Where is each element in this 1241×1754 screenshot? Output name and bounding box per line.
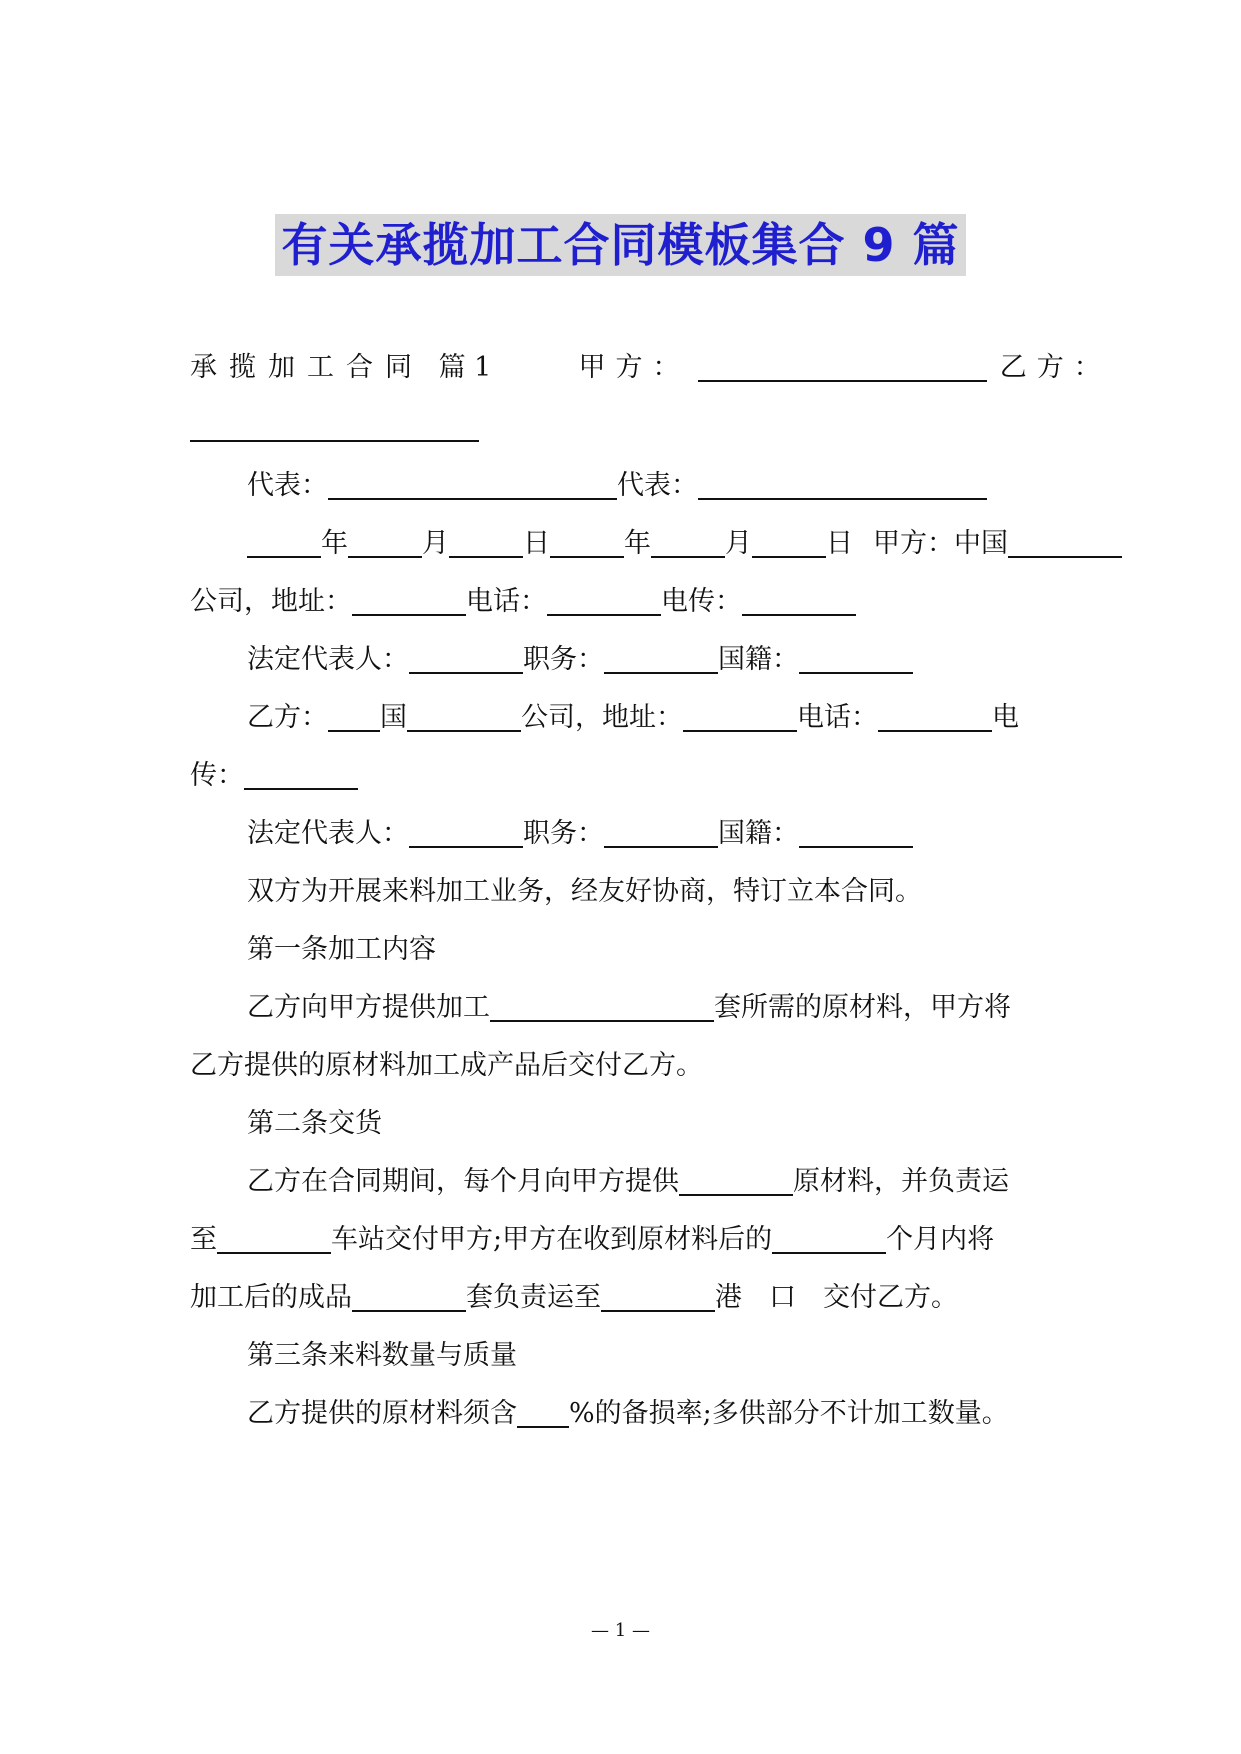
blank [601,1282,715,1312]
article3-title: 第三条来料数量与质量 [247,1340,517,1371]
blank [799,818,913,848]
legal-rep-line-b [247,814,1050,854]
article2-line1 [247,1162,1050,1202]
date-line [247,524,1050,564]
blank [517,1398,569,1428]
party-b-label: 乙方： [999,352,1111,383]
party-b-country-label: 乙方： [247,702,328,733]
article2-title: 第二条交货 [247,1108,382,1139]
party-b-line [247,698,1050,738]
blank [752,528,826,558]
blank [244,760,358,790]
article2-line2 [190,1220,1050,1260]
blank [348,528,422,558]
document-title: 有关承揽加工合同模板集合 9 篇 [275,214,965,276]
article2-text-g: 套负责运至 [466,1282,601,1313]
month-label-2: 月 [725,528,752,559]
page-number: — 1 — [591,1620,650,1641]
blank [409,818,523,848]
blank [550,528,624,558]
day-label-2: 日 [826,528,853,559]
fax-label: 电传： [661,586,742,617]
article2-text-a: 乙方在合同期间，每个月向甲方提供 [247,1166,679,1197]
month-label: 月 [422,528,449,559]
blank [604,818,718,848]
article2-text-e: 个月内将 [886,1224,995,1255]
blank [651,528,725,558]
blank [1008,528,1122,558]
article2-text-h: 港 口 交付乙方。 [715,1282,958,1313]
section-number: 篇 1 [438,352,492,383]
article1-line1 [247,988,1050,1028]
blank [799,644,913,674]
legal-rep-label: 法定代表人： [247,644,409,675]
day-label: 日 [523,528,550,559]
blank [742,586,856,616]
legal-rep-label-b: 法定代表人： [247,818,409,849]
contract-header-line [190,348,1111,388]
fax-label-part1: 电 [992,702,1019,733]
blank [352,1282,466,1312]
blank [772,1224,886,1254]
article2-line3 [190,1278,1050,1318]
blank [449,528,523,558]
article1-text-b: 套所需的原材料，甲方将 [714,992,1011,1023]
article3-line1 [247,1394,1050,1434]
company-address-label: 公司，地址： [190,586,352,617]
phone-label: 电话： [466,586,547,617]
rep-a-label: 代表： [247,470,328,501]
blank [679,1166,793,1196]
article3-text-a: 乙方提供的原材料须含 [247,1398,517,1429]
blank [328,702,380,732]
blank [683,702,797,732]
party-b-blank [190,412,479,442]
rep-b-label: 代表： [617,470,698,501]
article1-title: 第一条加工内容 [247,934,436,965]
position-label-b: 职务： [523,818,604,849]
representative-line [247,466,1050,506]
intro-paragraph: 双方为开展来料加工业务，经友好协商，特订立本合同。 [247,876,922,907]
article1-text-a: 乙方向甲方提供加工 [247,992,490,1023]
blank [547,586,661,616]
section-label: 承揽加工合同 [190,352,424,383]
article1-line2: 乙方提供的原材料加工成产品后交付乙方。 [190,1050,703,1081]
company-address-label-b: 公司，地址： [521,702,683,733]
article2-text-d: 车站交付甲方;甲方在收到原材料后的 [331,1224,773,1255]
article2-text-c: 至 [190,1224,217,1255]
position-label: 职务： [523,644,604,675]
party-b-blank-line [190,408,1050,448]
article3-text-b: %的备损率;多供部分不计加工数量。 [569,1398,1009,1429]
blank [409,644,523,674]
nationality-label-b: 国籍： [718,818,799,849]
legal-rep-line-a [247,640,1050,680]
article2-text-f: 加工后的成品 [190,1282,352,1313]
article2-text-b: 原材料，并负责运 [793,1166,1009,1197]
rep-a-blank [328,470,617,500]
fax-continuation-line [190,756,1050,796]
year-label: 年 [321,528,348,559]
blank [247,528,321,558]
blank [490,992,714,1022]
phone-label-b: 电话： [797,702,878,733]
blank [604,644,718,674]
blank [352,586,466,616]
nationality-label: 国籍： [718,644,799,675]
title-wrap [0,214,1241,276]
blank [878,702,992,732]
blank [217,1224,331,1254]
blank [407,702,521,732]
party-a-blank [698,352,987,382]
fax-label-part2: 传： [190,760,244,791]
party-a-label: 甲方： [578,352,690,383]
year-label-2: 年 [624,528,651,559]
country-label: 国 [380,702,407,733]
party-a-china: 甲方：中国 [873,528,1008,559]
rep-b-blank [698,470,987,500]
company-address-line [190,582,1050,622]
